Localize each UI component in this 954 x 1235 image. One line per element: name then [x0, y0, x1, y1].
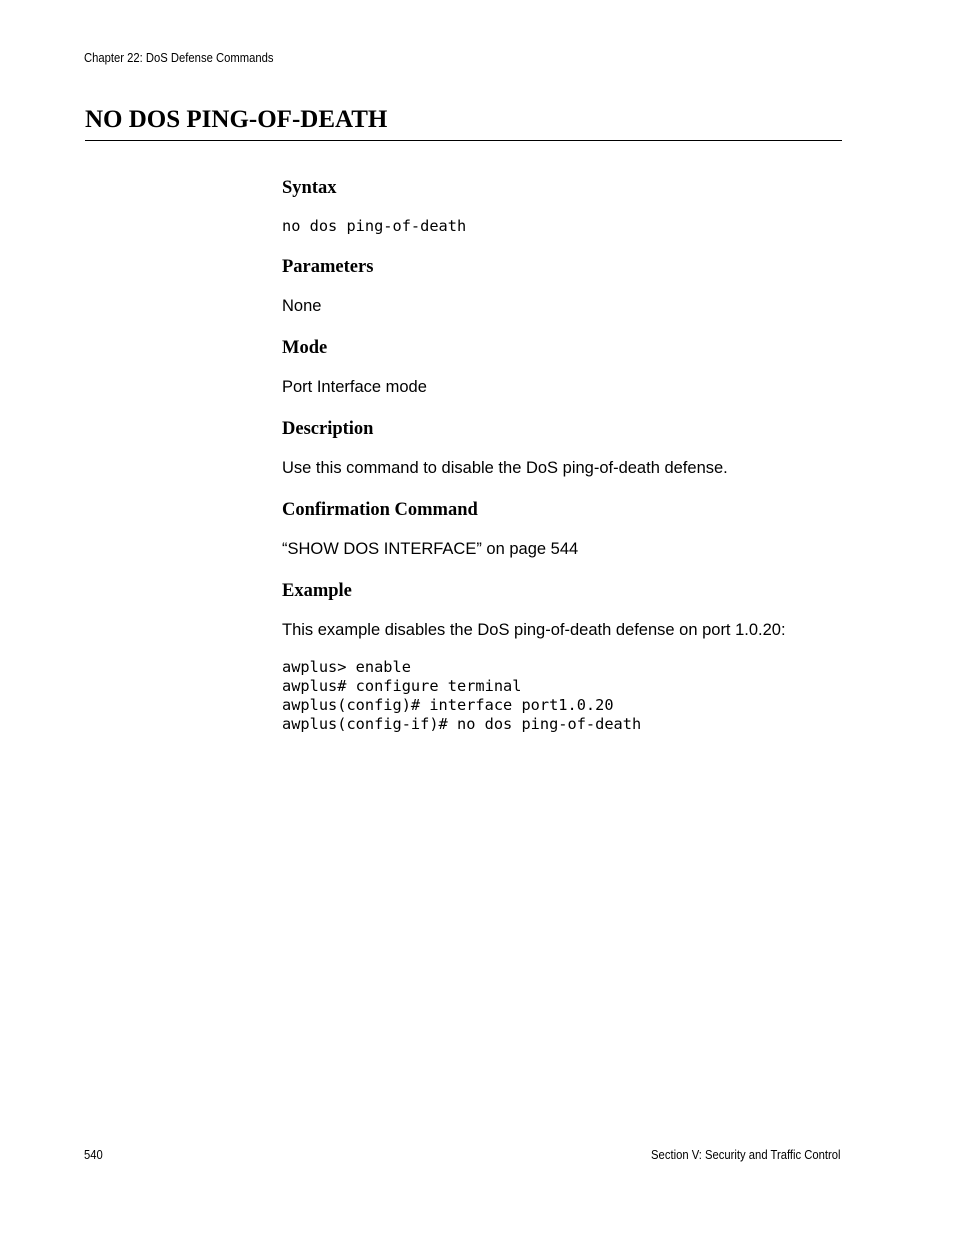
example-text: This example disables the DoS ping-of-death defense on port 1.0.20:	[282, 621, 786, 639]
title-rule	[85, 140, 842, 141]
syntax-heading: Syntax	[282, 178, 337, 198]
example-heading: Example	[282, 581, 352, 601]
mode-text: Port Interface mode	[282, 378, 427, 396]
footer-section-title: Section V: Security and Traffic Control	[651, 1148, 841, 1162]
code-line: awplus(config-if)# no dos ping-of-death	[282, 715, 642, 733]
running-header: Chapter 22: DoS Defense Commands	[84, 51, 274, 65]
page-title: NO DOS PING-OF-DEATH	[85, 106, 388, 133]
code-line: awplus(config)# interface port1.0.20	[282, 696, 614, 714]
mode-heading: Mode	[282, 338, 328, 358]
description-heading: Description	[282, 419, 374, 439]
description-text: Use this command to disable the DoS ping-of-death defense.	[282, 459, 728, 477]
example-code-block	[282, 658, 641, 734]
parameters-text: None	[282, 297, 322, 315]
code-line: awplus> enable	[282, 658, 411, 676]
confirmation-heading: Confirmation Command	[282, 500, 478, 520]
parameters-heading: Parameters	[282, 257, 374, 277]
confirmation-link[interactable]: “SHOW DOS INTERFACE” on page 544	[282, 540, 579, 558]
code-line: awplus# configure terminal	[282, 677, 522, 695]
syntax-code: no dos ping-of-death	[282, 217, 467, 235]
page-number: 540	[84, 1148, 103, 1162]
